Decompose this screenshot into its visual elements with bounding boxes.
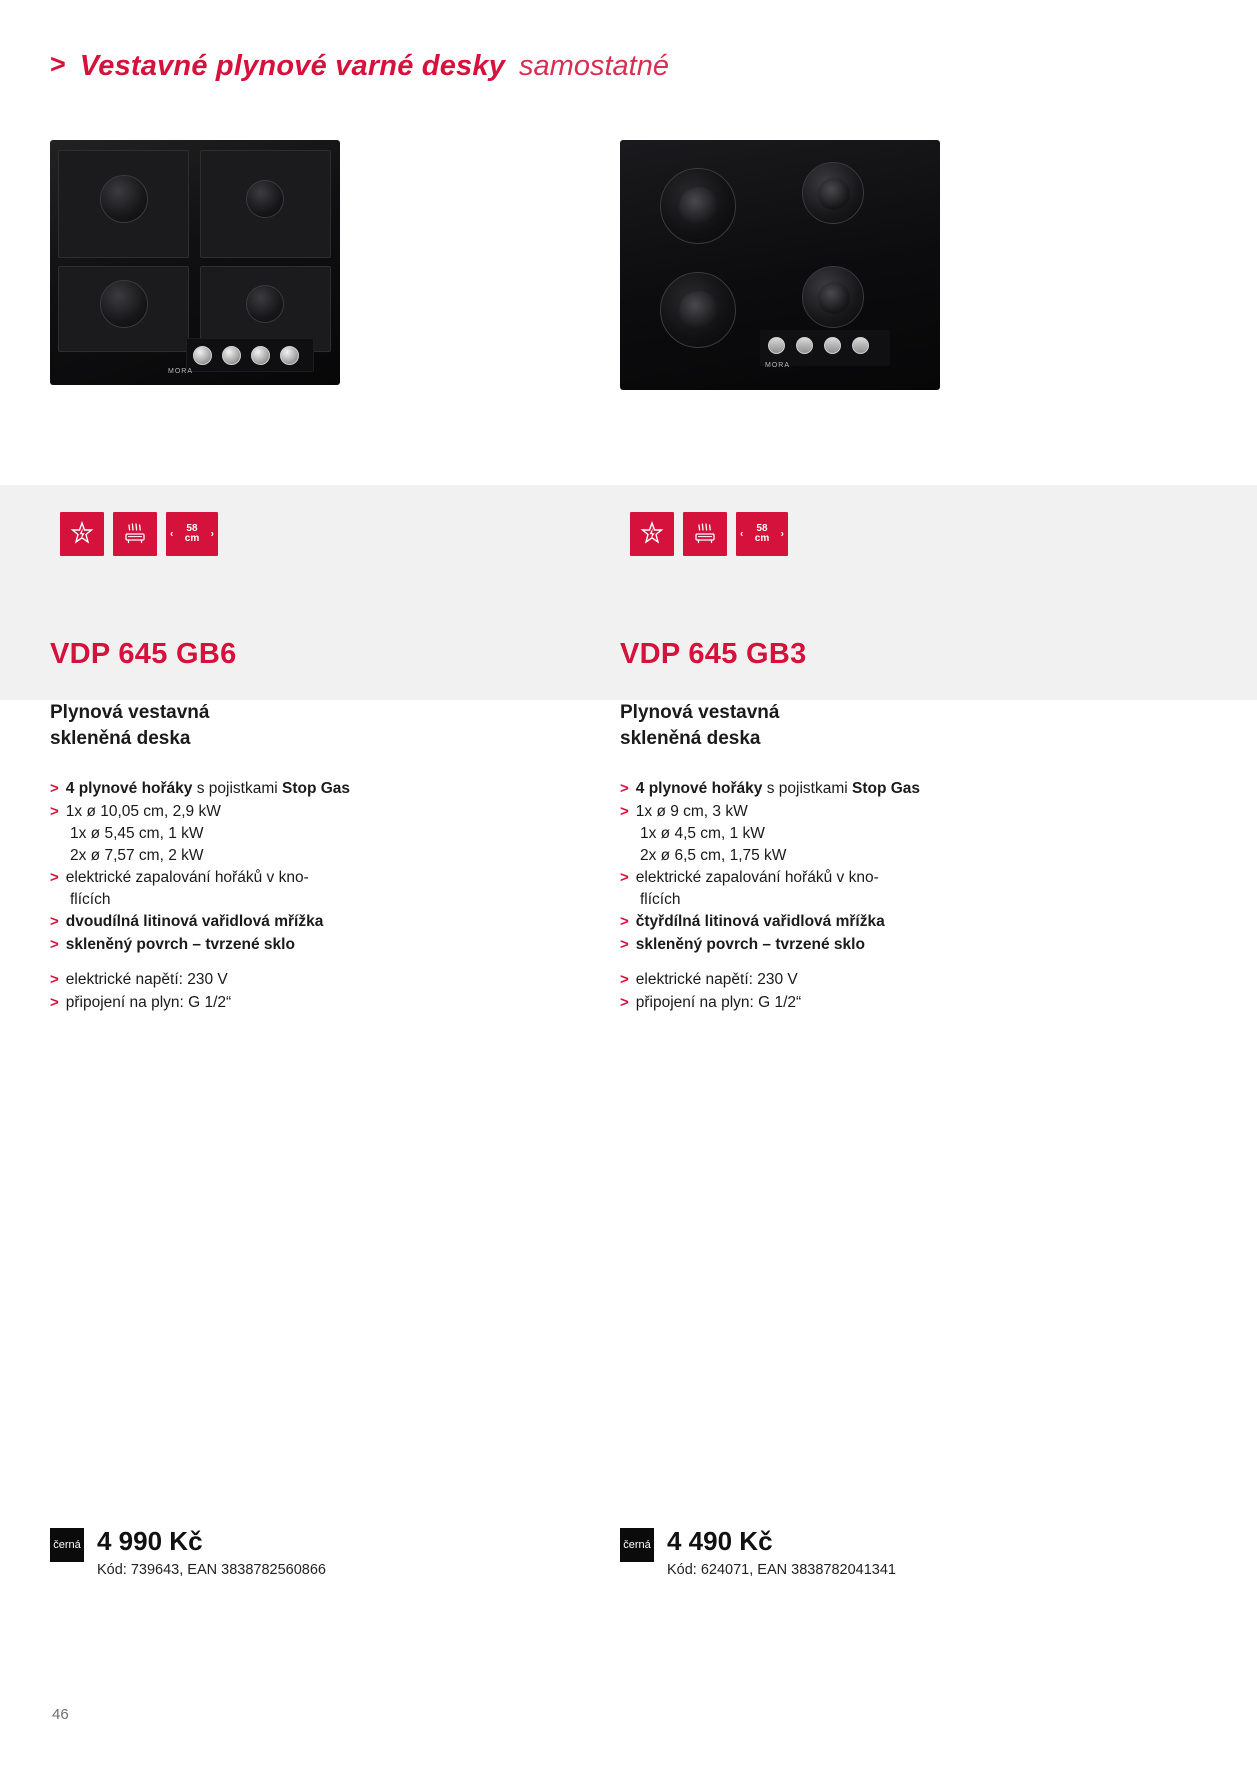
burner-top-right: [246, 180, 284, 218]
spec-text: skleněný povrch – tvrzené sklo: [65, 936, 295, 953]
burner-cap: [818, 178, 850, 210]
model-title-gb6: VDP 645 GB6: [50, 638, 237, 670]
spec-item: [50, 934, 410, 956]
spec-text: 4 plynové hořáky s pojistkami Stop Gas: [65, 780, 351, 797]
spec-item: [620, 801, 980, 823]
spec-item: [50, 801, 410, 823]
page-title: [50, 50, 669, 83]
knob-3[interactable]: [824, 337, 841, 354]
knob-4[interactable]: [280, 346, 299, 365]
page-title-strong: Vestavné plynové varné desky: [79, 50, 506, 82]
chevron-left-icon: ‹: [740, 528, 744, 540]
chevron-right-icon: ›: [780, 528, 784, 540]
spec-text: skleněný povrch – tvrzené sklo: [635, 936, 865, 953]
width-badge: [166, 512, 218, 556]
subtitle-line-2: skleněná deska: [620, 728, 761, 750]
bullet-icon: >: [50, 994, 59, 1011]
subtitle-line-2: skleněná deska: [50, 728, 191, 750]
spec-list-gb6: [50, 778, 410, 1014]
spec-item: [620, 992, 980, 1014]
spec-subitem: 1x ø 5,45 cm, 1 kW: [70, 825, 204, 842]
page-number: 46: [52, 1706, 69, 1723]
spec-subitem: flících: [70, 891, 111, 908]
brand-logo: MORA: [765, 362, 790, 369]
spec-text: elektrické zapalování hořáků v kno-: [635, 869, 879, 886]
spec-subitem: 2x ø 7,57 cm, 2 kW: [70, 847, 204, 864]
bullet-icon: >: [620, 936, 629, 953]
burner-bottom-left: [100, 280, 148, 328]
spec-item: [620, 911, 980, 933]
chevron-right-icon: >: [50, 49, 66, 79]
knob-2[interactable]: [796, 337, 813, 354]
spec-item: [620, 778, 980, 800]
burner-bottom-right: [246, 285, 284, 323]
product-code: Kód: 739643, EAN 3838782560866: [97, 1562, 326, 1579]
spec-text: 1x ø 9 cm, 3 kW: [635, 803, 748, 820]
bullet-icon: >: [50, 803, 59, 820]
bullet-icon: >: [50, 780, 59, 797]
product-subtitle-gb3: [620, 700, 1090, 752]
spec-item: [50, 969, 410, 991]
width-badge: [736, 512, 788, 556]
spec-text: 1x ø 10,05 cm, 2,9 kW: [65, 803, 221, 820]
burner-top-left: [660, 168, 736, 244]
price-value: 4 490 Kč: [667, 1526, 773, 1556]
bullet-icon: >: [50, 913, 59, 930]
subtitle-line-1: Plynová vestavná: [50, 702, 210, 723]
width-value: 58: [756, 523, 768, 534]
bullet-icon: >: [50, 936, 59, 953]
spec-item: [620, 969, 980, 991]
width-unit: cm: [754, 533, 770, 544]
knob-1[interactable]: [768, 337, 785, 354]
product-code: Kód: 624071, EAN 3838782041341: [667, 1562, 896, 1579]
price-block-gb3: [620, 1528, 896, 1578]
page-title-light: samostatné: [519, 50, 669, 82]
feature-badges-gb6: [60, 512, 218, 556]
knob-3[interactable]: [251, 346, 270, 365]
spec-item: [50, 867, 410, 889]
spec-subitem: 2x ø 6,5 cm, 1,75 kW: [640, 847, 787, 864]
bullet-icon: >: [50, 869, 59, 886]
knob-1[interactable]: [193, 346, 212, 365]
bullet-icon: >: [620, 780, 629, 797]
color-swatch-black: černá: [620, 1528, 654, 1562]
chevron-left-icon: ‹: [170, 528, 174, 540]
brand-logo: MORA: [168, 368, 193, 375]
spec-text: elektrické napětí: 230 V: [65, 971, 228, 988]
spec-list-gb3: [620, 778, 980, 1014]
knob-4[interactable]: [852, 337, 869, 354]
spec-item: [620, 934, 980, 956]
burner-cap: [818, 282, 850, 314]
bullet-icon: >: [620, 869, 629, 886]
spec-text: připojení na plyn: G 1/2“: [65, 994, 232, 1011]
bullet-icon: >: [50, 971, 59, 988]
spark-star-icon: [630, 512, 674, 556]
spec-text: 4 plynové hořáky s pojistkami Stop Gas: [635, 780, 921, 797]
burner-cap: [679, 187, 719, 227]
spec-subitem: 1x ø 4,5 cm, 1 kW: [640, 825, 765, 842]
burner-top-right: [802, 162, 864, 224]
spec-item: [50, 992, 410, 1014]
product-photo-vdp-645-gb6: [50, 140, 340, 385]
subtitle-line-1: Plynová vestavná: [620, 702, 780, 723]
spec-text: elektrické zapalování hořáků v kno-: [65, 869, 309, 886]
bullet-icon: >: [620, 971, 629, 988]
spec-text: elektrické napětí: 230 V: [635, 971, 798, 988]
product-subtitle-gb6: [50, 700, 520, 752]
bullet-icon: >: [620, 803, 629, 820]
gas-hob-icon: [113, 512, 157, 556]
bullet-icon: >: [620, 994, 629, 1011]
spark-star-icon: [60, 512, 104, 556]
spec-text: dvoudílná litinová vařidlová mřížka: [65, 913, 324, 930]
color-swatch-black: černá: [50, 1528, 84, 1562]
feature-badges-gb3: [630, 512, 788, 556]
burner-cap: [679, 291, 719, 331]
spec-text: připojení na plyn: G 1/2“: [635, 994, 802, 1011]
burner-bottom-right: [802, 266, 864, 328]
spec-text: čtyřdílná litinová vařidlová mřížka: [635, 913, 885, 930]
bullet-icon: >: [620, 913, 629, 930]
product-photo-vdp-645-gb3: [620, 140, 940, 390]
spec-subitem: flících: [640, 891, 681, 908]
burner-bottom-left: [660, 272, 736, 348]
spec-item: [620, 867, 980, 889]
gas-hob-icon: [683, 512, 727, 556]
price-value: 4 990 Kč: [97, 1526, 203, 1556]
chevron-right-icon: ›: [210, 528, 214, 540]
model-title-gb3: VDP 645 GB3: [620, 638, 807, 670]
width-value: 58: [186, 523, 198, 534]
price-block-gb6: [50, 1528, 326, 1578]
width-unit: cm: [184, 533, 200, 544]
burner-top-left: [100, 175, 148, 223]
knob-2[interactable]: [222, 346, 241, 365]
spec-item: [50, 778, 410, 800]
spec-item: [50, 911, 410, 933]
